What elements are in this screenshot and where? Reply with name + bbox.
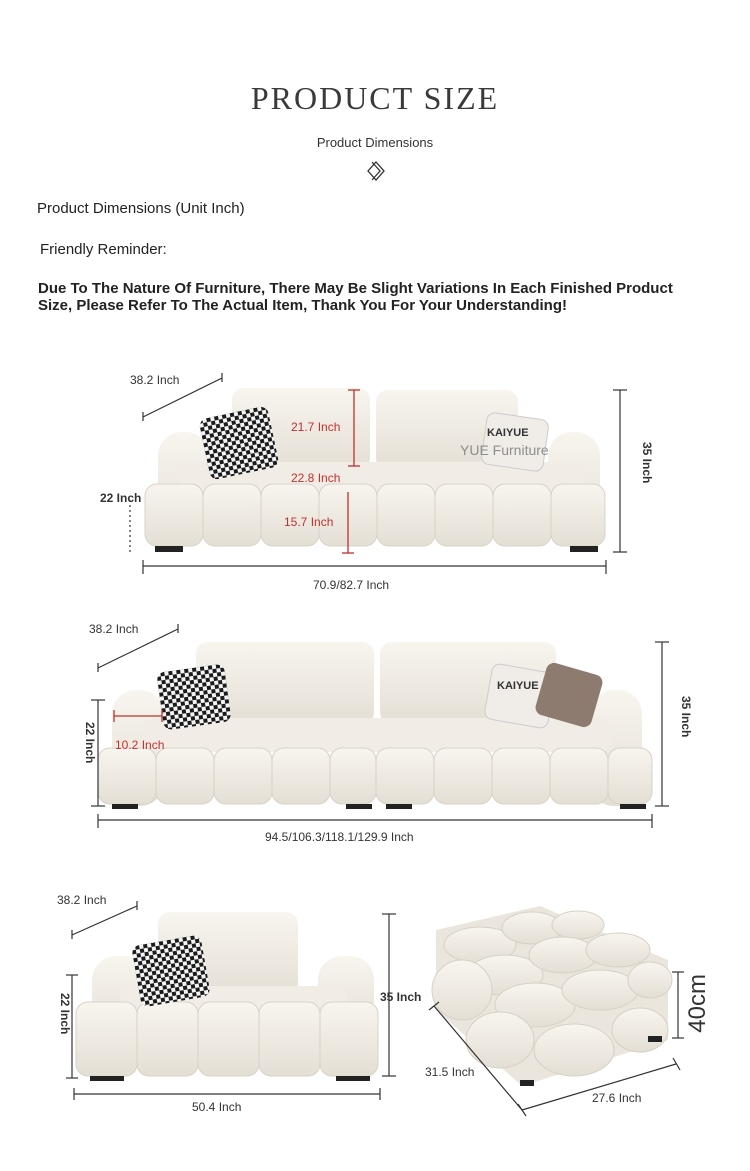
sofa1-arm-height-label: 22 Inch <box>100 491 142 505</box>
sofa1-seat-depth-label: 22.8 Inch <box>291 471 341 485</box>
sofa1-pillow-brand: KAIYUE <box>487 427 529 439</box>
chair-width-label: 50.4 Inch <box>192 1100 242 1114</box>
sofa1-watermark: YUE Furniture <box>460 442 549 458</box>
sofa2-arm-width-label: 10.2 Inch <box>115 738 165 752</box>
sofa2-pillow-brand: KAIYUE <box>497 680 539 692</box>
page-title: PRODUCT SIZE <box>250 80 500 116</box>
sofa-two-seat-image <box>145 388 605 552</box>
reminder-heading: Friendly Reminder: <box>40 241 167 258</box>
ottoman-image <box>432 906 672 1086</box>
ottoman-depth-label: 31.5 Inch <box>425 1065 475 1079</box>
chair-total-height-label: 35 Inch <box>380 990 422 1004</box>
chair-arm-height-label: 22 Inch <box>58 993 72 1035</box>
reminder-text: Due To The Nature Of Furniture, There May Be Slight Variations In Each Finished Product Size, Please Refer To The Actual Item, Thank You For Your Understanding! <box>38 280 673 314</box>
sofa2-width-label: 94.5/106.3/118.1/129.9 Inch <box>265 830 414 844</box>
sofa1-seat-height-label: 15.7 Inch <box>284 515 334 529</box>
sofa1-back-height-label: 21.7 Inch <box>291 420 341 434</box>
ottoman-height-label: 40cm <box>684 974 711 1033</box>
chair-depth-label: 38.2 Inch <box>57 893 107 907</box>
sofa1-depth-label: 38.2 Inch <box>130 373 180 387</box>
sofa1-total-height-label: 35 Inch <box>640 442 654 484</box>
sofa2-total-height-label: 35 Inch <box>679 696 693 738</box>
page-subtitle: Product Dimensions <box>316 135 434 150</box>
sofa1-width-label: 70.9/82.7 Inch <box>313 578 390 592</box>
sofa2-arm-height-label: 22 Inch <box>83 722 97 764</box>
dimensions-heading: Product Dimensions (Unit Inch) <box>37 200 245 217</box>
sofa2-depth-label: 38.2 Inch <box>89 622 139 636</box>
ottoman-width-label: 27.6 Inch <box>592 1091 642 1105</box>
chair-image <box>76 912 378 1081</box>
sofa-long-image <box>98 642 652 809</box>
